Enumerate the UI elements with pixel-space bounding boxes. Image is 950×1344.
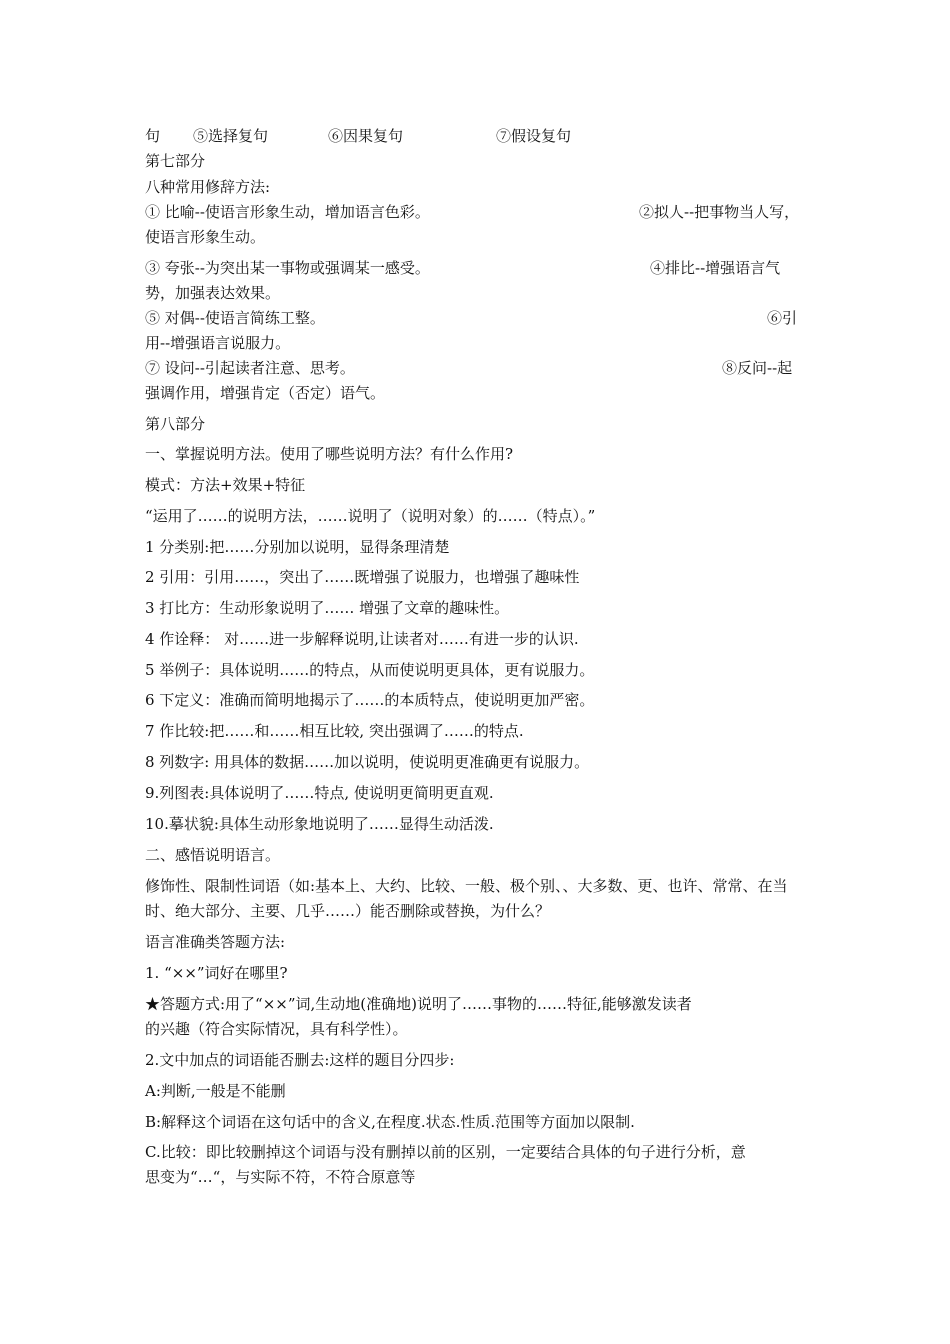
rhetoric-personification-cont: 使语言形象生动。	[145, 228, 266, 246]
method-numbers: 8 列数字: 用具体的数据……加以说明，使说明更准确更有说服力。	[145, 753, 590, 771]
accuracy-answer-heading: 语言准确类答题方法:	[145, 933, 286, 951]
explanation-language-heading: 二、感悟说明语言。	[145, 846, 281, 864]
rhetoric-quotation-cont: 用--增强语言说服力。	[145, 334, 291, 352]
rhetoric-parallelism: ④排比--增强语言气	[650, 259, 781, 277]
rhetoric-simile: ① 比喻--使语言形象生动，增加语言色彩。	[145, 203, 430, 221]
rhetoric-parallelism-cont: 势，加强表达效果。	[145, 284, 281, 302]
answer-pattern: 模式：方法+效果+特征	[145, 476, 306, 494]
method-description: 10.摹状貌:具体生动形象地说明了……显得生动活泼.	[145, 815, 494, 833]
part8-heading: 第八部分	[145, 415, 206, 433]
step-c-line1: C.比较：即比较删掉这个词语与没有删掉以前的区别，一定要结合具体的句子进行分析，意	[145, 1143, 746, 1161]
rhetoric-rhetorical-question-cont: 强调作用，增强肯定（否定）语气。	[145, 384, 386, 402]
rhetoric-intro: 八种常用修辞方法:	[145, 178, 271, 196]
answer-method-line2: 的兴趣（符合实际情况，具有科学性）。	[145, 1020, 408, 1038]
method-quotation: 2 引用：引用……，突出了……既增强了说服力，也增强了趣味性	[145, 568, 580, 586]
modifier-words-line1: 修饰性、限制性词语（如:基本上、大约、比较、一般、极个别、、大多数、更、也许、常常、在当	[145, 877, 788, 895]
method-classification: 1 分类别:把……分别加以说明，显得条理清楚	[145, 538, 450, 556]
method-analogy: 3 打比方：生动形象说明了…… 增强了文章的趣味性。	[145, 599, 510, 617]
answer-template: “运用了……的说明方法，……说明了（说明对象）的……（特点）。”	[145, 507, 596, 525]
rhetoric-rhetorical-question: ⑧反问--起	[722, 359, 793, 377]
answer-method-line1: ★答题方式:用了“××”词,生动地(准确地)说明了……事物的……特征,能够激发读者	[145, 995, 692, 1013]
word-question-1: 1. “××”词好在哪里?	[145, 964, 288, 982]
step-b: B:解释这个词语在这句话中的含义,在程度.状态.性质.范围等方面加以限制.	[145, 1113, 635, 1131]
step-c-line2: 思变为“…“，与实际不符，不符合原意等	[145, 1168, 416, 1186]
rhetoric-personification: ②拟人--把事物当人写，	[639, 203, 800, 221]
method-charts: 9.列图表:具体说明了……特点, 使说明更简明更直观.	[145, 784, 494, 802]
method-comparison: 7 作比较:把……和……相互比较, 突出强调了……的特点.	[145, 722, 524, 740]
choice-compound-sentence: ⑤选择复句	[193, 127, 269, 145]
method-example: 5 举例子：具体说明……的特点，从而使说明更具体，更有说服力。	[145, 661, 595, 679]
hypothetical-compound-sentence: ⑦假设复句	[496, 127, 572, 145]
rhetoric-antithesis: ⑤ 对偶--使语言简练工整。	[145, 309, 325, 327]
step-a: A:判断,一般是不能删	[145, 1082, 286, 1100]
method-interpretation: 4 作诠释： 对……进一步解释说明,让读者对……有进一步的认识.	[145, 630, 579, 648]
method-definition: 6 下定义：准确而简明地揭示了……的本质特点，使说明更加严密。	[145, 691, 595, 709]
sentence-fragment: 句	[145, 127, 161, 145]
rhetoric-self-question: ⑦ 设问--引起读者注意、思考。	[145, 359, 355, 377]
causal-compound-sentence: ⑥因果复句	[328, 127, 404, 145]
word-question-2: 2.文中加点的词语能否删去:这样的题目分四步:	[145, 1051, 455, 1069]
modifier-words-line2: 时、绝大部分、主要、几乎……）能否删除或替换，为什么？	[145, 902, 551, 920]
part7-heading: 第七部分	[145, 152, 206, 170]
rhetoric-hyperbole: ③ 夸张--为突出某一事物或强调某一感受。	[145, 259, 430, 277]
explanation-methods-question: 一、掌握说明方法。使用了哪些说明方法？有什么作用?	[145, 445, 514, 463]
rhetoric-quotation: ⑥引	[767, 309, 798, 327]
